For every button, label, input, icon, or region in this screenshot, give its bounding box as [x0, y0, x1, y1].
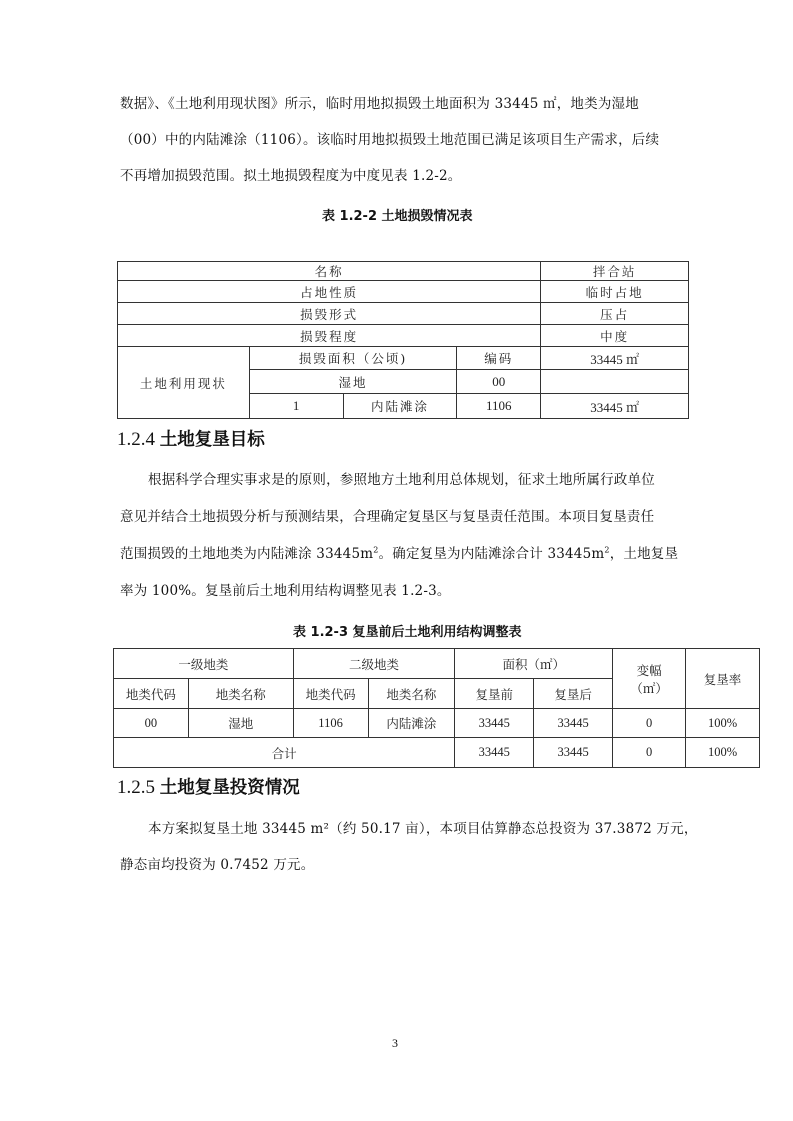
wetland-label: 湿地 [249, 370, 457, 394]
cell: 100% [686, 738, 760, 768]
table2-caption: 表 1.2-3 复垦前后土地利用结构调整表 [293, 625, 522, 640]
code-label: 编码 [457, 347, 541, 370]
table-row [118, 325, 689, 347]
row-label: 占地性质 [118, 281, 541, 303]
cell: 33445 [534, 709, 613, 738]
subheader: 地类代码 [114, 679, 189, 709]
superscript: 2 [373, 545, 379, 555]
intro-line-2: （00）中的内陆滩涂（1106）。该临时用地拟损毁土地范围已满足该项目生产需求，后续 [120, 132, 660, 148]
section-number: 1.2.5 [117, 777, 155, 798]
table1-caption: 表 1.2-2 土地损毁情况表 [322, 209, 473, 224]
row-label: 损毁形式 [118, 303, 541, 325]
row-value: 拌合站 [541, 262, 689, 281]
cell: 00 [114, 709, 189, 738]
text-part: 范围损毁的土地地类为内陆滩涂 33445m [120, 546, 374, 562]
header-change [613, 649, 686, 709]
text-part: ，土地复垦 [609, 546, 679, 562]
page-number: 3 [392, 1036, 398, 1050]
para-124-line-2: 意见并结合土地损毁分析与预测结果，合理确定复垦区与复垦责任范围。本项目复垦责任 [120, 509, 655, 525]
wetland-code: 00 [457, 370, 541, 394]
subheader: 地类名称 [188, 679, 293, 709]
total-label: 合计 [114, 738, 455, 768]
row-label: 损毁程度 [118, 325, 541, 347]
cell: 湿地 [188, 709, 293, 738]
table-row [118, 262, 689, 281]
item-area: 33445 ㎡ [541, 394, 689, 419]
cell: 33445 [534, 738, 613, 768]
section-heading-125 [117, 774, 300, 799]
superscript: 2 [604, 545, 610, 555]
header-rate: 复垦率 [686, 649, 760, 709]
table-row [118, 303, 689, 325]
para-124-line-4: 率为 100%。复垦前后土地利用结构调整见表 1.2-3。 [120, 583, 451, 599]
table-row [118, 281, 689, 303]
cell: 1106 [293, 709, 368, 738]
header-level2: 二级地类 [293, 649, 455, 679]
cell: 33445 [455, 738, 534, 768]
section-title: 土地复垦投资情况 [159, 778, 300, 798]
cell: 0 [613, 738, 686, 768]
table-row [118, 347, 689, 370]
para-125-line-2: 静态亩均投资为 0.7452 万元。 [120, 857, 315, 873]
section-title: 土地复垦目标 [159, 430, 265, 450]
land-use-adjustment-table [113, 648, 760, 768]
header-area: 面积（㎡） [455, 649, 613, 679]
header-level1: 一级地类 [114, 649, 294, 679]
row-value: 压占 [541, 303, 689, 325]
intro-line-3: 不再增加损毁范围。拟土地损毁程度为中度见表 1.2-2。 [120, 168, 462, 184]
subheader: 复垦后 [534, 679, 613, 709]
item-no: 1 [249, 394, 343, 419]
cell: 100% [686, 709, 760, 738]
row-label: 名称 [118, 262, 541, 281]
text-part: 。确定复垦为内陆滩涂合计 33445m [378, 546, 605, 562]
item-name: 内陆滩涂 [343, 394, 457, 419]
cell: 0 [613, 709, 686, 738]
area-label: 损毁面积（公顷) [249, 347, 457, 370]
section-heading-124 [117, 426, 265, 451]
para-124-line-1: 根据科学合理实事求是的原则，参照地方土地利用总体规划，征求土地所属行政单位 [148, 472, 655, 488]
intro-line-1: 数据》、《土地利用现状图》所示，临时用地拟损毁土地面积为 33445 ㎡，地类为湿地 [120, 96, 639, 112]
land-damage-table [117, 261, 689, 419]
table-row [114, 709, 760, 738]
para-124-line-3 [120, 542, 678, 562]
empty-cell [541, 370, 689, 394]
subheader: 复垦前 [455, 679, 534, 709]
subheader: 地类名称 [368, 679, 455, 709]
item-code: 1106 [457, 394, 541, 419]
section-number: 1.2.4 [117, 429, 155, 450]
change-unit: （㎡） [630, 680, 668, 696]
cell: 内陆滩涂 [368, 709, 455, 738]
subheader: 地类代码 [293, 679, 368, 709]
total-row [114, 738, 760, 768]
header-row [114, 649, 760, 679]
row-value: 临时占地 [541, 281, 689, 303]
change-label: 变幅 [636, 662, 662, 678]
para-125-line-1: 本方案拟复垦土地 33445 m²（约 50.17 亩），本项目估算静态总投资为 37.3872 万元， [148, 821, 698, 837]
land-status-label: 土地利用现状 [118, 347, 250, 419]
area-value: 33445 ㎡ [541, 347, 689, 370]
cell: 33445 [455, 709, 534, 738]
row-value: 中度 [541, 325, 689, 347]
